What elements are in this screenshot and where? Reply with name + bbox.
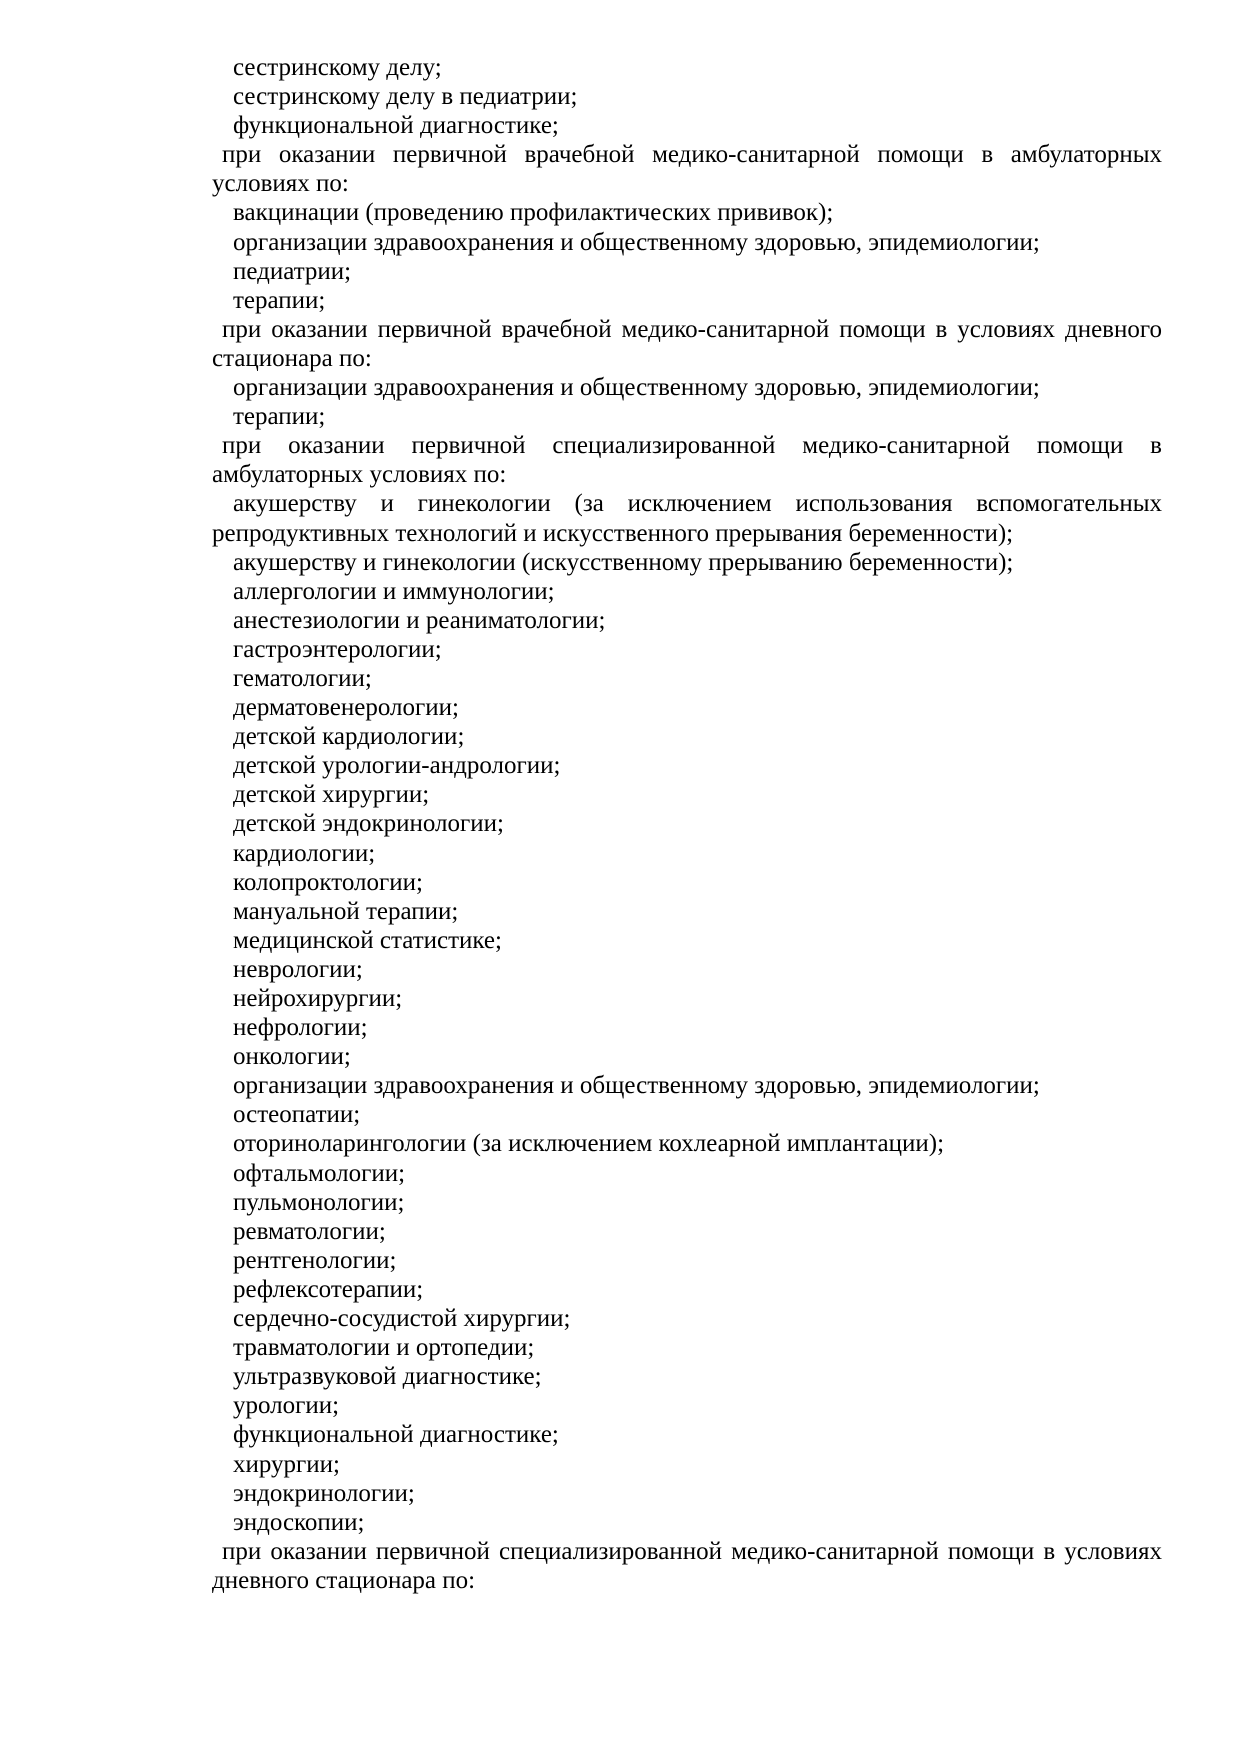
- paragraph-item: эндоскопии;: [233, 1508, 365, 1536]
- paragraph-item: пульмонологии;: [233, 1188, 405, 1216]
- document-body: [212, 53, 1162, 1595]
- paragraph-item: урологии;: [233, 1392, 340, 1420]
- paragraph-item: мануальной терапии;: [233, 897, 459, 925]
- paragraph-item: нейрохирургии;: [233, 985, 403, 1012]
- paragraph-item: остеопатии;: [233, 1101, 361, 1129]
- paragraph-item: детской эндокринологии;: [233, 810, 504, 838]
- paragraph-item: медицинской статистике;: [233, 926, 502, 954]
- paragraph-item: гастроэнтерологии;: [233, 635, 442, 663]
- paragraph-clause: при оказании первичной специализированной медико-санитарной помощи в условиях дневного стационара по:: [212, 1537, 1162, 1594]
- paragraph-item: рентгенологии;: [233, 1246, 397, 1274]
- paragraph-item: рефлексотерапии;: [233, 1275, 424, 1303]
- paragraph-item: вакцинации (проведению профилактических прививок);: [233, 199, 834, 227]
- paragraph-item: гематологии;: [233, 664, 372, 692]
- paragraph-item: терапии;: [233, 286, 326, 314]
- paragraph-item: акушерству и гинекологии (искусственному прерыванию беременности);: [233, 548, 1014, 576]
- paragraph-item: эндокринологии;: [233, 1479, 415, 1507]
- paragraph-clause: при оказании первичной специализированной медико-санитарной помощи в амбулаторных условиях по:: [212, 432, 1162, 489]
- paragraph-item: ультразвуковой диагностике;: [233, 1363, 542, 1391]
- paragraph-item: онкологии;: [233, 1043, 351, 1071]
- paragraph-item: травматологии и ортопедии;: [233, 1334, 535, 1362]
- paragraph-clause: при оказании первичной врачебной медико-санитарной помощи в амбулаторных условиях по:: [212, 141, 1162, 198]
- paragraph-item: колопроктологии;: [233, 868, 423, 896]
- paragraph-item: хирургии;: [233, 1450, 341, 1478]
- paragraph-item: анестезиологии и реаниматологии;: [233, 606, 606, 634]
- paragraph-item: неврологии;: [233, 955, 363, 983]
- paragraph-item: кардиологии;: [233, 839, 376, 867]
- paragraph-item: детской хирургии;: [233, 781, 430, 809]
- paragraph-item: аллергологии и иммунологии;: [233, 577, 555, 605]
- paragraph-item: акушерству и гинекологии (за исключением использования вспомогательных репродуктивных технологий и искусственного прерывания беременности);: [212, 490, 1162, 547]
- paragraph-item: нефрологии;: [233, 1014, 368, 1042]
- paragraph-item: организации здравоохранения и общественному здоровью, эпидемиологии;: [233, 1072, 1040, 1100]
- paragraph-item: ревматологии;: [233, 1217, 386, 1245]
- paragraph-item: дерматовенерологии;: [233, 694, 459, 722]
- paragraph-item: функциональной диагностике;: [233, 1421, 559, 1449]
- paragraph-item: сестринскому делу в педиатрии;: [233, 83, 578, 111]
- paragraph-clause: при оказании первичной врачебной медико-санитарной помощи в условиях дневного стационара по:: [212, 315, 1162, 372]
- paragraph-item: сестринскому делу;: [233, 54, 442, 81]
- paragraph-item: организации здравоохранения и общественному здоровью, эпидемиологии;: [233, 228, 1040, 256]
- paragraph-item: детской урологии-андрологии;: [233, 752, 561, 780]
- paragraph-item: организации здравоохранения и общественному здоровью, эпидемиологии;: [233, 374, 1040, 402]
- paragraph-item: офтальмологии;: [233, 1159, 406, 1187]
- paragraph-item: сердечно-сосудистой хирургии;: [233, 1305, 571, 1333]
- paragraph-item: педиатрии;: [233, 257, 352, 285]
- paragraph-item: функциональной диагностике;: [233, 112, 559, 140]
- paragraph-item: терапии;: [233, 403, 326, 431]
- paragraph-item: оториноларингологии (за исключением кохлеарной имплантации);: [233, 1130, 945, 1158]
- paragraph-item: детской кардиологии;: [233, 723, 465, 751]
